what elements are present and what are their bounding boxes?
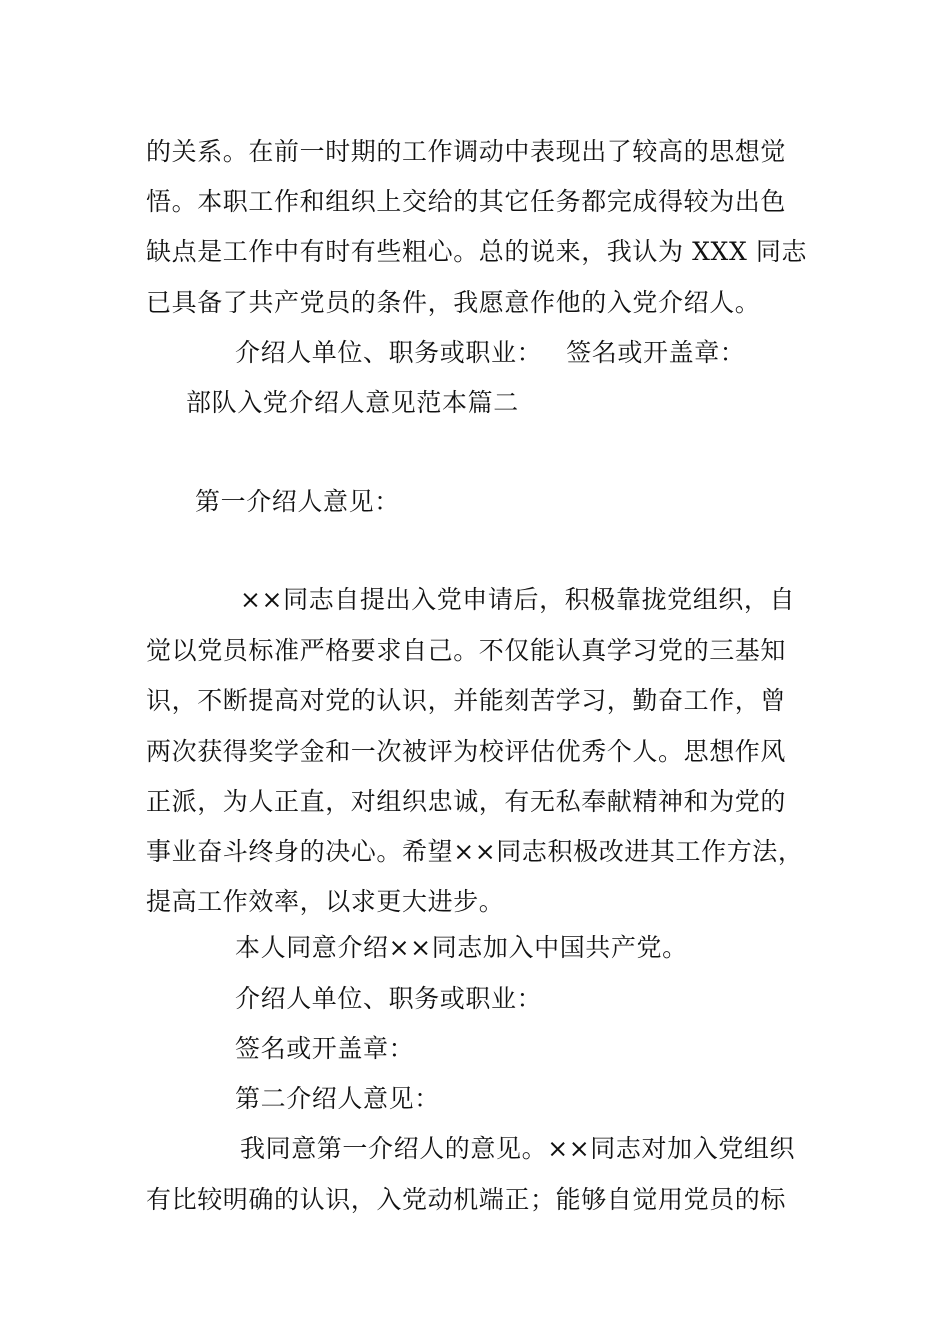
- text-line: 事业奋斗终身的决心。希望××同志积极改进其工作方法，: [146, 837, 804, 866]
- text-line: 觉以党员标准严格要求自己。不仅能认真学习党的三基知: [146, 636, 787, 665]
- text-line: 有比较明确的认识，入党动机端正；能够自觉用党员的标: [146, 1185, 787, 1214]
- text-line: 我同意第一介绍人的意见。××同志对加入党组织: [240, 1134, 796, 1163]
- text-line: 提高工作效率，以求更大进步。: [146, 887, 505, 916]
- referrer-unit-line: [235, 336, 745, 370]
- text-line: 已具备了共产党员的条件，我愿意作他的入党介绍人。: [146, 288, 761, 317]
- text-line: 识，不断提高对党的认识，并能刻苦学习，勤奋工作，曾: [146, 686, 787, 715]
- signature-label: 签名或开盖章：: [235, 1034, 415, 1063]
- referrer-unit-label: 介绍人单位、职务或职业：: [235, 338, 543, 367]
- referrer-unit-label: 介绍人单位、职务或职业：: [235, 984, 543, 1013]
- text-line: 的关系。在前一时期的工作调动中表现出了较高的思想觉: [146, 137, 787, 166]
- text-line: 缺点是工作中有时有些粗心。总的说来，我认为 XXX 同志: [146, 237, 808, 266]
- text-line: 两次获得奖学金和一次被评为校评估优秀个人。思想作风: [146, 737, 787, 766]
- text-line: 正派，为人正直，对组织忠诚，有无私奉献精神和为党的: [146, 787, 787, 816]
- section-heading: 部队入党介绍人意见范本篇二: [186, 388, 519, 417]
- text-line: ××同志自提出入党申请后，积极靠拢党组织，自: [240, 585, 796, 614]
- signature-label: 签名或开盖章：: [566, 338, 746, 367]
- first-referrer-heading: 第一介绍人意见：: [195, 487, 400, 516]
- text-line: 本人同意介绍××同志加入中国共产党。: [235, 933, 688, 962]
- text-line: 悟。本职工作和组织上交给的其它任务都完成得较为出色: [146, 187, 787, 216]
- second-referrer-heading: 第二介绍人意见：: [235, 1084, 440, 1113]
